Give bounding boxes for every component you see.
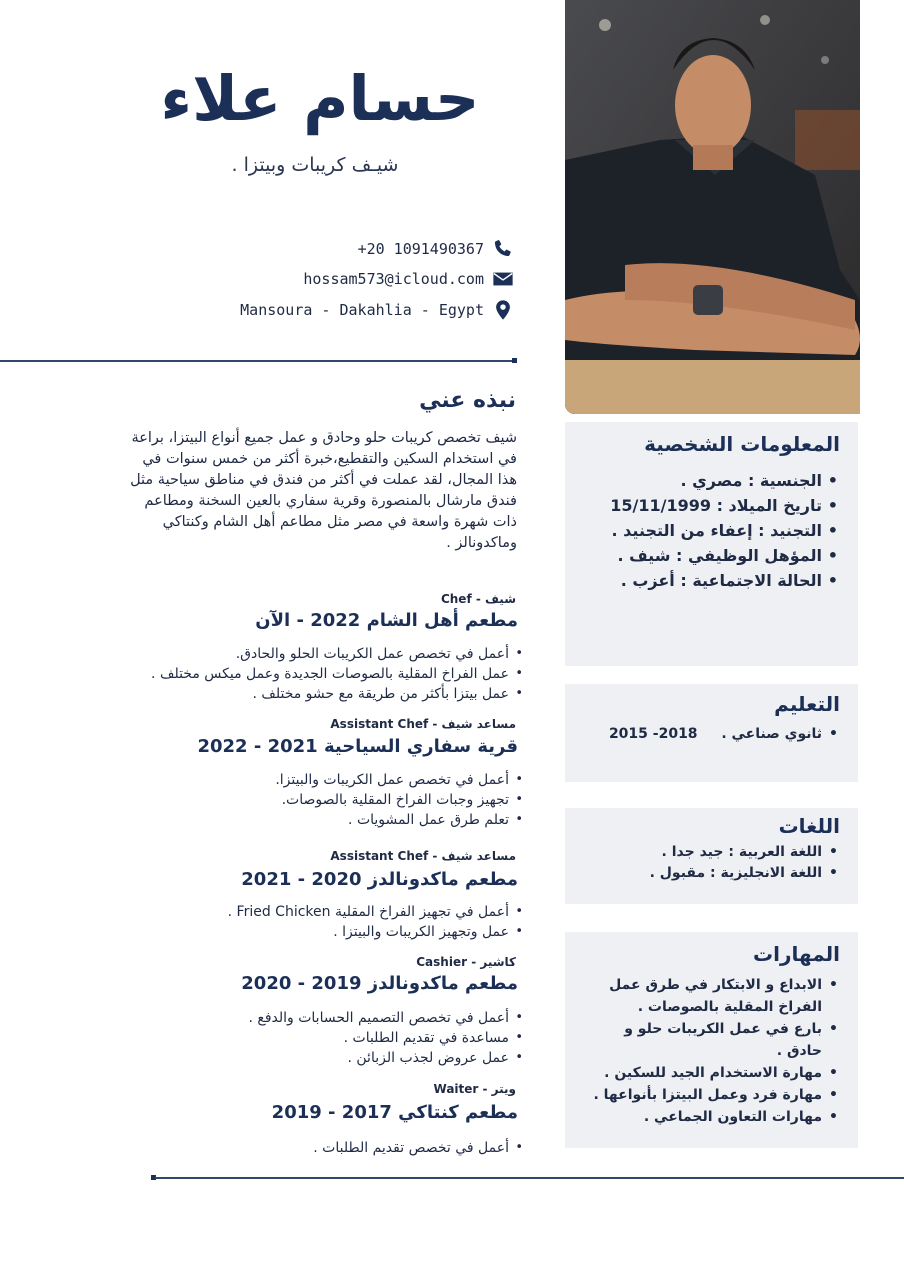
personal-info-panel (565, 422, 858, 666)
email-address: hossam573@icloud.com (303, 270, 484, 288)
list-item: • بارع في عمل الكريبات حلو و حادق . (592, 1018, 822, 1062)
about-text: شيف تخصص كريبات حلو وحادق و عمل جميع أنواع البيتزا، براعة في استخدام السكين والتقطيع،خبرة أكثر من خمس سنوات في هذا المجال، لقد عملت في أكثر من فندق في مناطق سياحية مثل فندق مارشال بالمنصورة وقرية سفاري بالعين السخنة ومطاعم ذات شهرة واسعة في مصر مثل مطاعم أهل الشام وكنتاكي وماكدونالز . (130, 430, 517, 551)
job-role: ويتر - Waiter (433, 1082, 516, 1096)
about-heading: نبذه عني (419, 388, 516, 413)
list-item: • الحالة الاجتماعية : أعزب . (610, 568, 822, 593)
contact-phone (358, 238, 514, 260)
list-item: • تعلم طرق عمل المشويات . (275, 810, 509, 830)
list-item: • مهارة الاستخدام الجيد للسكين . (592, 1062, 822, 1084)
phone-icon (492, 238, 514, 260)
education-years: 2015 -2018 (608, 726, 698, 742)
job-place: مطعم ماكدونالدز 2020 - 2021 (241, 869, 518, 890)
education-heading: التعليم (774, 692, 840, 716)
list-item: • اللغة العربية : جيد جدا . (650, 842, 822, 863)
phone-number: +20 1091490367 (357, 240, 484, 258)
job-tasks (228, 902, 509, 942)
list-item: • تاريخ الميلاد : 15/11/1999 (610, 493, 822, 518)
skills-panel (565, 932, 858, 1148)
divider-dot (512, 358, 517, 363)
list-item: • مساعدة في تقديم الطلبات . (248, 1028, 509, 1048)
job-tasks (248, 1008, 509, 1068)
list-item: • عمل بيتزا بأكثر من طريقة مع حشو مختلف . (151, 684, 509, 704)
job-place: مطعم أهل الشام 2022 - الآن (255, 610, 518, 631)
job-place: مطعم ماكدونالدز 2019 - 2020 (241, 973, 518, 994)
contact-email (303, 268, 514, 290)
languages-panel (565, 808, 858, 904)
job-place: قرية سفاري السياحية 2021 - 2022 (197, 736, 518, 757)
list-item: • عمل عروض لجذب الزبائن . (248, 1048, 509, 1068)
location-pin-icon (492, 299, 514, 321)
job-role: مساعد شيف - Assistant Chef (330, 849, 516, 863)
personal-info-heading: المعلومات الشخصية (644, 432, 840, 456)
contact-address (240, 299, 514, 321)
list-item (609, 724, 822, 744)
job-role: مساعد شيف - Assistant Chef (330, 717, 516, 731)
education-list (609, 724, 840, 744)
job-place: مطعم كنتاكي 2017 - 2019 (271, 1102, 518, 1123)
job-title: شيـف كريبات وبيتزا . (231, 154, 399, 176)
list-item: • عمل الفراخ المقلية بالصوصات الجديدة وعمل ميكس مختلف . (151, 664, 509, 684)
job-role: شيف - Chef (440, 592, 516, 606)
job-tasks (151, 644, 509, 704)
languages-heading: اللغات (778, 814, 840, 838)
list-item: • المؤهل الوظيفي : شيف . (610, 543, 822, 568)
list-item: • اللغة الانجليزية : مقبول . (650, 863, 822, 884)
candidate-name: حسام علاء (160, 62, 480, 135)
list-item: • أعمل في تخصص تقديم الطلبات . (313, 1138, 509, 1158)
list-item: • أعمل في تخصص عمل الكريبات والبيتزا. (275, 770, 509, 790)
skills-heading: المهارات (753, 942, 840, 966)
languages-list (650, 842, 840, 884)
job-tasks (313, 1138, 509, 1158)
profile-photo (565, 0, 860, 414)
education-panel (565, 684, 858, 782)
job-role: كاشير - Cashier (416, 955, 516, 969)
address-text: Mansoura - Dakahlia - Egypt (240, 301, 484, 319)
education-degree: ثانوي صناعي . (721, 726, 822, 742)
header-divider (0, 360, 512, 362)
list-item: • أعمل في تخصص التصميم الحسابات والدفع . (248, 1008, 509, 1028)
list-item: • أعمل في تجهيز الفراخ المقلية Fried Chicken . (228, 902, 509, 922)
profile-photo-illustration (565, 0, 860, 414)
list-item: • الابداع و الابتكار في طرق عمل الفراخ المقلية بالصوصات . (592, 974, 822, 1018)
envelope-icon (492, 268, 514, 290)
skills-list (592, 974, 840, 1128)
footer-divider (155, 1177, 904, 1179)
list-item: • الجنسية : مصري . (610, 468, 822, 493)
list-item: • أعمل في تخصص عمل الكريبات الحلو والحادق. (151, 644, 509, 664)
list-item: • عمل وتجهيز الكريبات والبيتزا . (228, 922, 509, 942)
personal-info-list (610, 468, 840, 593)
list-item: • مهارات التعاون الجماعي . (592, 1106, 822, 1128)
list-item: • التجنيد : إعفاء من التجنيد . (610, 518, 822, 543)
list-item: • مهارة فرد وعمل البيتزا بأنواعها . (592, 1084, 822, 1106)
job-tasks (275, 770, 509, 830)
list-item: • تجهيز وجبات الفراخ المقلية بالصوصات. (275, 790, 509, 810)
